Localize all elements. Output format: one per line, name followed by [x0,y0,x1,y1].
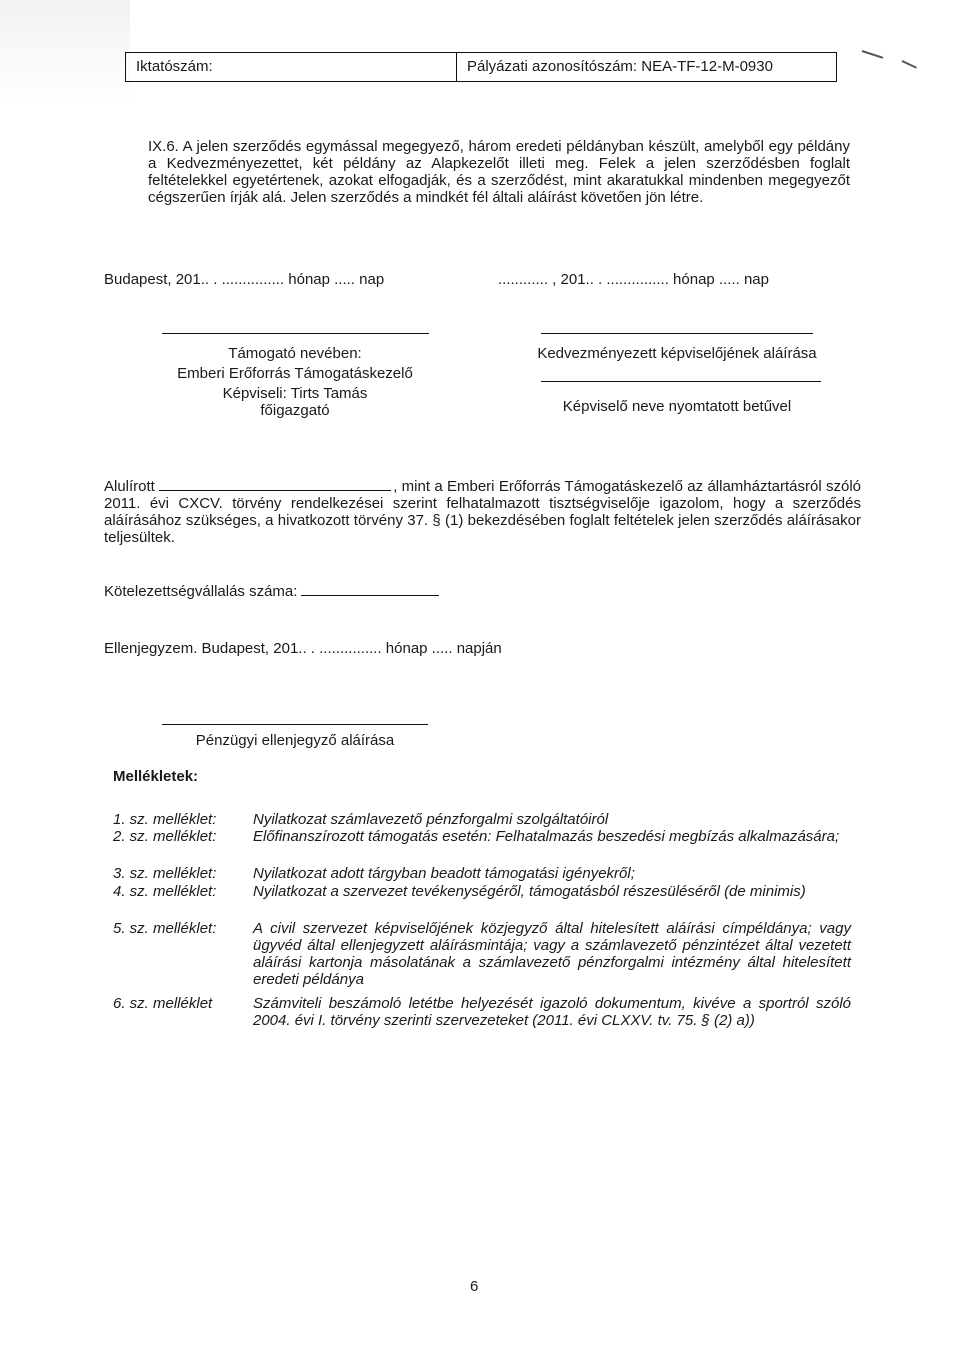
financial-countersign-line [162,724,428,725]
certification-prefix: Alulírott [104,478,155,495]
date-line-right: ............ , 201.. . ............... hónap ..... nap [498,271,769,288]
financial-countersigner-label: Pénzügyi ellenjegyző aláírása [195,732,395,749]
supporter-line-3: Képviseli: Tirts Tamás [222,385,368,402]
certification-text: , mint a Emberi Erőforrás Támogatáskezelő az államháztartásról szóló 2011. évi CXCV. törvény rendelkezései szerint felhatalmazott tisztségviselője igazolom, hogy a szerződés aláírásához szükséges, a hivatkozott törvény 37. § (1) bekezdésében foglalt feltételek jelen szerződés aláírásakor teljesültek. [104,478,861,546]
attachment-text: Számviteli beszámoló letétbe helyezését igazoló dokumentum, kivéve a sportról szóló 2004. évi I. törvény szerinti szervezeteket (2011. évi CLXXV. tv. 75. § (2) a)) [253,995,851,1029]
certification-paragraph [104,478,861,546]
attachment-label: 5. sz. melléklet: [113,920,217,937]
attachment-text: Előfinanszírozott támogatás esetén: Felhatalmazás beszedési megbízás alkalmazására; [253,828,840,845]
beneficiary-printed-name-label: Képviselő neve nyomtatott betűvel [562,398,792,415]
attachment-label: 4. sz. melléklet: [113,883,217,900]
attachment-label: 6. sz. melléklet [113,995,213,1012]
supporter-line-4: főigazgató [260,402,330,419]
commitment-label: Kötelezettségvállalás száma: [104,583,298,600]
date-line-left: Budapest, 201.. . ............... hónap ..... nap [104,271,385,288]
countersign-line: Ellenjegyzem. Budapest, 201.. . ............... hónap ..... napján [104,640,502,657]
beneficiary-signature-line [541,333,813,334]
attachment-text: A civil szervezet képviselőjének közjegyző által hitelesített aláírási címpéldánya; vagy ügyvéd által ellenjegyzett aláírásmintája; vagy a számlavezető pénzintézet által vezetett aláírási kartonja másolatának a számlavezető pénzforgalmi intézmény által hitelesített eredeti példánya [253,920,851,988]
supporter-signature-line [162,333,429,334]
attachment-text: Nyilatkozat adott tárgyban beadott támogatási igényekről; [253,865,635,882]
application-id: Pályázati azonosítószám: NEA-TF-12-M-0930 [467,58,773,75]
beneficiary-name-line [541,381,821,382]
scan-mark [902,60,917,69]
attachment-label: 3. sz. melléklet: [113,865,217,882]
attachments-heading: Mellékletek: [113,768,199,785]
scan-mark [862,50,884,59]
commitment-number [104,583,441,600]
page-number: 6 [470,1278,479,1295]
attachment-text: Nyilatkozat számlavezető pénzforgalmi szolgáltatóiról [253,811,609,828]
commitment-number-blank [301,585,439,596]
official-name-blank [159,480,391,491]
attachment-label: 2. sz. melléklet: [113,828,217,845]
scan-smudge [0,0,130,105]
clause-ix6 [148,138,850,206]
supporter-line-2: Emberi Erőforrás Támogatáskezelő [177,365,413,382]
clause-text: IX.6. A jelen szerződés egymással megegyező, három eredeti példányban készült, amelyből egy példány a Kedvezményezettet, két példány az Alapkezelőt illeti meg. Felek a jelen szerződésben foglalt feltételekkel egyetértenek, azokat elfogadják, és a szerződést, mint akaratukkal mindenben megegyezőt cégszerűen írják alá. Jelen szerződés a mindkét fél általi aláírást követően jön létre. [148,138,850,206]
attachment-text: Nyilatkozat a szervezet tevékenységéről, támogatásból részesüléséről (de minimis) [253,883,806,900]
beneficiary-signature-title: Kedvezményezett képviselőjének aláírása [537,345,817,362]
supporter-signature-block [130,345,460,419]
header-box [125,52,837,82]
attachment-label: 1. sz. melléklet: [113,811,217,828]
supporter-line-1: Támogató nevében: [228,345,362,362]
registry-number-label: Iktatószám: [126,53,457,81]
